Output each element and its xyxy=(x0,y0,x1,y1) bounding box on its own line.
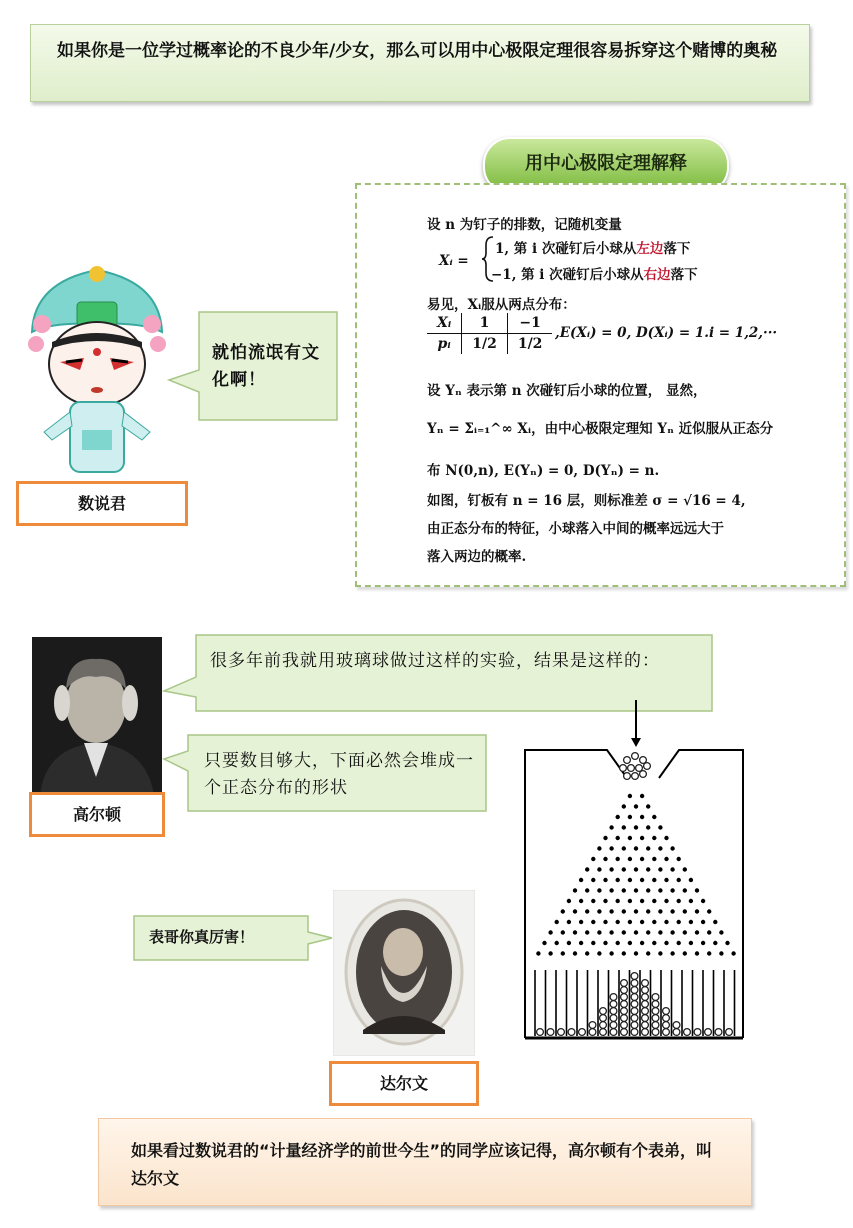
peg xyxy=(689,899,693,903)
peg xyxy=(628,920,632,924)
ball xyxy=(547,1029,554,1036)
peg xyxy=(591,857,595,861)
peg xyxy=(609,909,613,913)
explanation-panel xyxy=(355,183,846,587)
table-cell: 1/2 xyxy=(462,334,508,355)
peg xyxy=(567,899,571,903)
ball xyxy=(621,1029,628,1036)
galton-portrait xyxy=(32,637,162,795)
peg xyxy=(603,899,607,903)
peg xyxy=(585,888,589,892)
ball xyxy=(631,1001,638,1008)
ball xyxy=(621,1022,628,1029)
ball xyxy=(652,1008,659,1015)
peg xyxy=(677,878,681,882)
peg xyxy=(628,857,632,861)
peg xyxy=(701,941,705,945)
peg xyxy=(609,888,613,892)
ball xyxy=(694,1029,701,1036)
peg xyxy=(683,930,687,934)
peg xyxy=(664,878,668,882)
peg xyxy=(609,846,613,850)
peg xyxy=(585,867,589,871)
peg xyxy=(622,846,626,850)
peg xyxy=(683,951,687,955)
peg xyxy=(646,951,650,955)
peg xyxy=(628,899,632,903)
peg xyxy=(616,857,620,861)
ball xyxy=(640,771,647,778)
peg xyxy=(628,815,632,819)
ball xyxy=(621,980,628,987)
mascot-illustration xyxy=(22,262,172,480)
peg xyxy=(591,899,595,903)
peg xyxy=(640,794,644,798)
ball xyxy=(632,753,639,760)
peg xyxy=(683,867,687,871)
ball xyxy=(631,980,638,987)
peg xyxy=(585,951,589,955)
peg xyxy=(713,941,717,945)
peg xyxy=(664,836,668,840)
ball xyxy=(621,1001,628,1008)
ball xyxy=(663,1029,670,1036)
peg xyxy=(640,836,644,840)
peg xyxy=(664,899,668,903)
ball xyxy=(715,1029,722,1036)
peg xyxy=(579,899,583,903)
peg xyxy=(634,846,638,850)
peg xyxy=(677,941,681,945)
explain-line-yn: 设 Yₙ 表示第 n 次碰钉后小球的位置， 显然， xyxy=(427,383,707,399)
ball xyxy=(663,1022,670,1029)
peg xyxy=(579,920,583,924)
table-header-cell: Xᵢ xyxy=(437,315,452,331)
case-right: −1, 第 i 次碰钉后小球从右边落下 xyxy=(491,267,698,283)
distribution-table xyxy=(427,313,552,354)
ball xyxy=(621,1015,628,1022)
peg xyxy=(603,878,607,882)
peg xyxy=(652,899,656,903)
ball xyxy=(579,1029,586,1036)
peg xyxy=(701,899,705,903)
peg xyxy=(622,930,626,934)
ball xyxy=(642,1008,649,1015)
darwin-bubble-text: 表哥你真厉害！ xyxy=(149,928,255,946)
mascot-bubble-text: 就怕流氓有文化啊！ xyxy=(212,343,320,390)
peg xyxy=(683,888,687,892)
peg xyxy=(597,888,601,892)
peg xyxy=(652,920,656,924)
peg xyxy=(567,941,571,945)
ball xyxy=(621,987,628,994)
peg xyxy=(622,888,626,892)
explain-line-end: 落入两边的概率. xyxy=(427,549,527,565)
ball xyxy=(621,1008,628,1015)
peg xyxy=(616,878,620,882)
ball xyxy=(652,1022,659,1029)
peg xyxy=(597,846,601,850)
peg xyxy=(634,909,638,913)
ball xyxy=(642,1015,649,1022)
peg xyxy=(670,846,674,850)
peg xyxy=(707,951,711,955)
peg xyxy=(573,909,577,913)
peg xyxy=(658,930,662,934)
peg xyxy=(616,941,620,945)
drop-arrow-head xyxy=(631,738,641,747)
ball xyxy=(673,1022,680,1029)
peg xyxy=(640,857,644,861)
explain-line-normal: 布 N(0,n), E(Yₙ) = 0, D(Yₙ) = n. xyxy=(427,463,660,479)
peg xyxy=(603,941,607,945)
ball xyxy=(642,1022,649,1029)
explain-line-dist: 易见，Xᵢ服从两点分布： xyxy=(427,297,576,313)
peg xyxy=(603,857,607,861)
peg xyxy=(695,951,699,955)
peg xyxy=(713,920,717,924)
peg xyxy=(664,857,668,861)
ball xyxy=(684,1029,691,1036)
ball xyxy=(631,1022,638,1029)
peg xyxy=(585,930,589,934)
peg xyxy=(622,909,626,913)
peg xyxy=(579,941,583,945)
ball xyxy=(642,1029,649,1036)
ball xyxy=(610,1008,617,1015)
peg xyxy=(628,794,632,798)
peg xyxy=(591,941,595,945)
ball xyxy=(621,994,628,1001)
peg xyxy=(652,857,656,861)
ball xyxy=(628,765,635,772)
table-cell: pᵢ xyxy=(437,336,451,352)
peg xyxy=(677,920,681,924)
peg xyxy=(634,930,638,934)
peg xyxy=(597,867,601,871)
peg xyxy=(695,909,699,913)
ball xyxy=(663,1015,670,1022)
ball xyxy=(610,1022,617,1029)
peg xyxy=(616,836,620,840)
ball xyxy=(642,987,649,994)
peg xyxy=(707,930,711,934)
ball xyxy=(620,765,627,772)
explain-line-sum: Yₙ = Σᵢ₌₁^∞ Xᵢ，由中心极限定理知 Yₙ 近似服从正态分 xyxy=(427,421,774,437)
peg xyxy=(616,920,620,924)
peg xyxy=(634,951,638,955)
peg xyxy=(561,909,565,913)
peg xyxy=(622,951,626,955)
peg xyxy=(597,930,601,934)
ball xyxy=(600,1015,607,1022)
peg xyxy=(609,951,613,955)
table-header-cell: −1 xyxy=(507,313,552,334)
mascot-name-label: 数说君 xyxy=(16,481,188,526)
peg xyxy=(536,951,540,955)
ball xyxy=(642,1001,649,1008)
peg xyxy=(670,888,674,892)
explain-line-board: 如图，钉板有 n = 16 层，则标准差 σ = √16 = 4, xyxy=(427,493,746,509)
peg xyxy=(652,941,656,945)
peg xyxy=(634,888,638,892)
peg xyxy=(646,804,650,808)
peg xyxy=(670,909,674,913)
ball xyxy=(632,773,639,780)
peg xyxy=(585,909,589,913)
ball xyxy=(642,980,649,987)
peg xyxy=(677,899,681,903)
peg xyxy=(695,888,699,892)
peg xyxy=(634,867,638,871)
ball xyxy=(610,1029,617,1036)
ball xyxy=(663,1008,670,1015)
ball xyxy=(600,1029,607,1036)
explain-line-define: 设 n 为钉子的排数，记随机变量 xyxy=(427,217,622,233)
peg xyxy=(561,951,565,955)
peg xyxy=(597,951,601,955)
peg xyxy=(677,857,681,861)
peg xyxy=(603,920,607,924)
peg xyxy=(695,930,699,934)
peg xyxy=(591,920,595,924)
ball xyxy=(600,1008,607,1015)
peg xyxy=(701,920,705,924)
peg xyxy=(628,941,632,945)
peg xyxy=(652,836,656,840)
peg xyxy=(658,867,662,871)
peg xyxy=(646,930,650,934)
ball xyxy=(652,1015,659,1022)
peg xyxy=(573,888,577,892)
peg xyxy=(609,867,613,871)
galton-bubble1-text: 很多年前我就用玻璃球做过这样的实验，结果是这样的： xyxy=(210,651,660,671)
ball xyxy=(610,1001,617,1008)
peg xyxy=(646,867,650,871)
peg xyxy=(658,825,662,829)
galton-name-label: 高尔顿 xyxy=(29,792,165,837)
peg xyxy=(555,920,559,924)
ball xyxy=(558,1029,565,1036)
peg xyxy=(646,888,650,892)
peg xyxy=(640,878,644,882)
ball xyxy=(568,1029,575,1036)
peg xyxy=(725,941,729,945)
peg xyxy=(670,930,674,934)
explain-line-feature: 由正态分布的特征，小球落入中间的概率远远大于 xyxy=(427,521,724,537)
peg xyxy=(542,941,546,945)
peg xyxy=(622,867,626,871)
ball xyxy=(726,1029,733,1036)
ball xyxy=(644,763,651,770)
intro-banner xyxy=(30,24,810,102)
bottom-note-text: 如果看过数说君的“计量经济学的前世今生”的同学应该记得，高尔顿有个表弟，叫达尔文 xyxy=(131,1141,713,1188)
ball xyxy=(631,994,638,1001)
peg xyxy=(640,815,644,819)
peg xyxy=(622,804,626,808)
case-left: 1, 第 i 次碰钉后小球从左边落下 xyxy=(495,241,691,257)
peg xyxy=(640,899,644,903)
peg xyxy=(670,951,674,955)
ball xyxy=(652,994,659,1001)
ball xyxy=(631,1008,638,1015)
peg xyxy=(597,909,601,913)
ball xyxy=(652,1029,659,1036)
ball xyxy=(610,994,617,1001)
section-pill: 用中心极限定理解释 xyxy=(483,137,729,194)
peg xyxy=(628,878,632,882)
peg xyxy=(664,920,668,924)
table-cell: 1/2 xyxy=(507,334,552,355)
galton-board-diagram xyxy=(523,698,745,1042)
peg xyxy=(707,909,711,913)
ball xyxy=(600,1022,607,1029)
peg xyxy=(670,867,674,871)
peg xyxy=(561,930,565,934)
ball xyxy=(631,987,638,994)
darwin-portrait xyxy=(333,890,475,1056)
ball xyxy=(642,994,649,1001)
peg xyxy=(567,920,571,924)
peg xyxy=(719,951,723,955)
galton-bubble2-text: 只要数目够大，下面必然会堆成一个正态分布的形状 xyxy=(204,751,474,798)
peg xyxy=(609,930,613,934)
darwin-name-label: 达尔文 xyxy=(329,1061,479,1106)
ball xyxy=(631,973,638,980)
peg xyxy=(689,941,693,945)
peg xyxy=(548,930,552,934)
peg xyxy=(658,951,662,955)
peg xyxy=(628,836,632,840)
peg xyxy=(652,815,656,819)
ball xyxy=(589,1022,596,1029)
peg xyxy=(719,930,723,934)
peg xyxy=(658,909,662,913)
peg xyxy=(646,846,650,850)
peg xyxy=(646,825,650,829)
ball xyxy=(631,1015,638,1022)
peg xyxy=(640,920,644,924)
peg xyxy=(555,941,559,945)
ball xyxy=(610,1015,617,1022)
peg xyxy=(658,888,662,892)
peg xyxy=(640,941,644,945)
ball xyxy=(631,1029,638,1036)
xi-label: Xᵢ = xyxy=(439,253,469,269)
peg xyxy=(591,878,595,882)
ball xyxy=(624,773,631,780)
peg xyxy=(731,951,735,955)
ball xyxy=(673,1029,680,1036)
peg xyxy=(622,825,626,829)
peg xyxy=(634,825,638,829)
peg xyxy=(646,909,650,913)
peg xyxy=(579,878,583,882)
peg xyxy=(603,836,607,840)
peg xyxy=(658,846,662,850)
peg xyxy=(689,878,693,882)
peg xyxy=(652,878,656,882)
ball xyxy=(705,1029,712,1036)
ball xyxy=(624,757,631,764)
table-header-cell: 1 xyxy=(462,313,508,334)
peg xyxy=(548,951,552,955)
peg xyxy=(573,930,577,934)
ball xyxy=(589,1029,596,1036)
peg xyxy=(683,909,687,913)
bottom-note xyxy=(98,1118,752,1206)
expectation-line: ,E(Xᵢ) = 0, D(Xᵢ) = 1.i = 1,2,··· xyxy=(555,325,778,341)
peg xyxy=(634,804,638,808)
intro-text: 如果你是一位学过概率论的不良少年/少女，那么可以用中心极限定理很容易拆穿这个赌博的奥秘 xyxy=(57,41,778,61)
ball xyxy=(652,1001,659,1008)
ball xyxy=(537,1029,544,1036)
peg xyxy=(616,815,620,819)
peg xyxy=(573,951,577,955)
peg xyxy=(689,920,693,924)
peg xyxy=(664,941,668,945)
peg xyxy=(616,899,620,903)
peg-grid xyxy=(536,794,736,956)
peg xyxy=(609,825,613,829)
